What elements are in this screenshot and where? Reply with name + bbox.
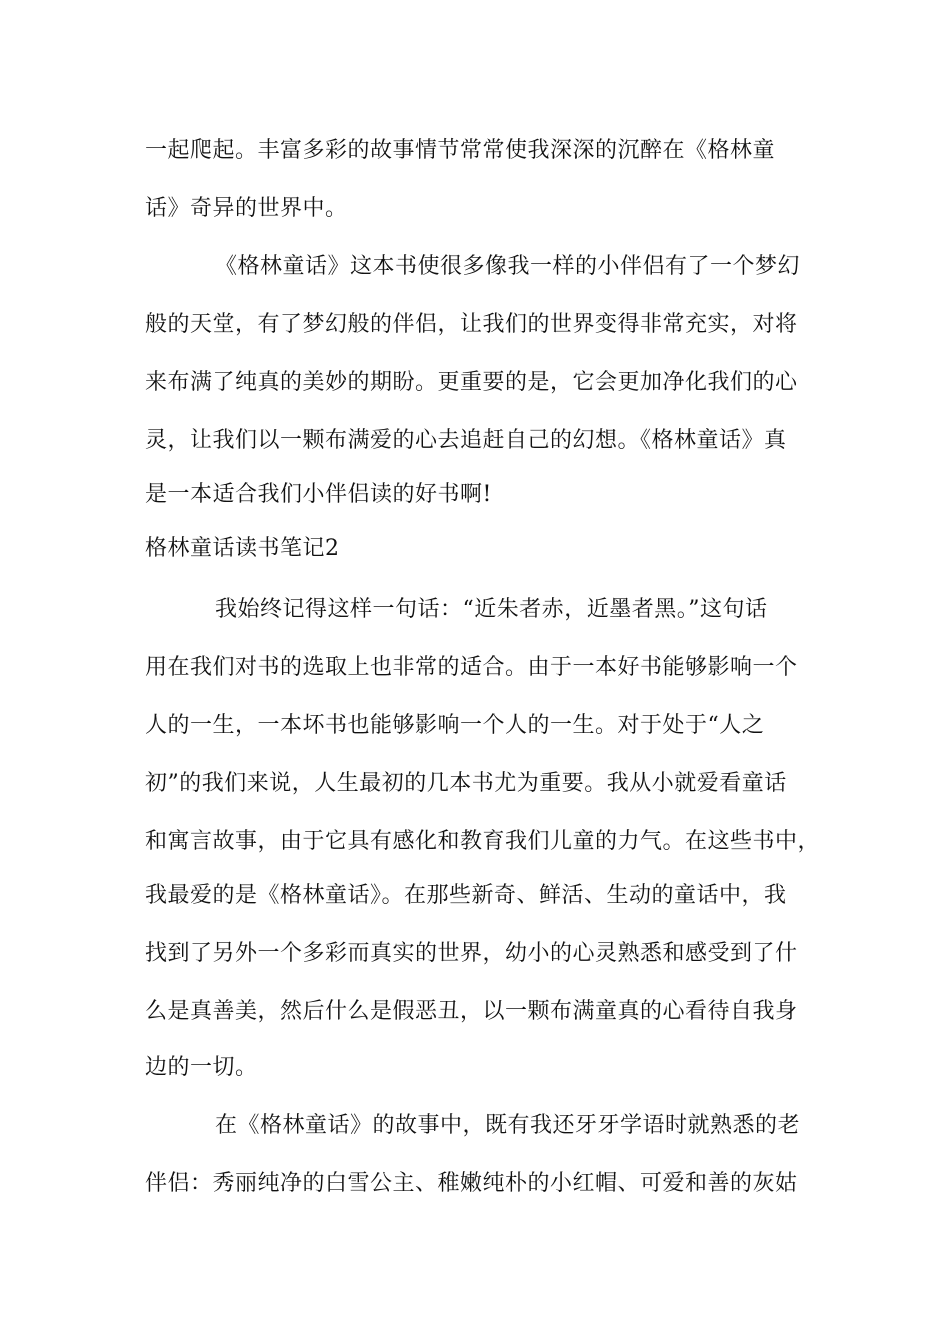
text-line: 灵，让我们以一颗布满爱的心去追赶自己的幻想。《格林童话》真 [145, 428, 787, 453]
text-line: 人的一生，一本坏书也能够影响一个人的一生。对于处于“人之 [145, 713, 765, 738]
text-line: 伴侣：秀丽纯净的白雪公主、稚嫩纯朴的小红帽、可爱和善的灰姑 [145, 1171, 798, 1196]
text-line: 么是真善美，然后什么是假恶丑，以一颗布满童真的心看待自我身 [145, 999, 798, 1024]
text-line: 般的天堂，有了梦幻般的伴侣，让我们的世界变得非常充实，对将 [145, 312, 798, 337]
text-line: 找到了另外一个多彩而真实的世界，幼小的心灵熟悉和感受到了什 [145, 941, 798, 966]
text-line: 来布满了纯真的美妙的期盼。更重要的是，它会更加净化我们的心 [145, 370, 798, 395]
text-line: 初”的我们来说，人生最初的几本书尤为重要。我从小就爱看童话 [145, 771, 787, 796]
paragraph-start-line: 《格林童话》这本书使很多像我一样的小伴侣有了一个梦幻 [215, 254, 801, 279]
text-line: 用在我们对书的选取上也非常的适合。由于一本好书能够影响一个 [145, 655, 798, 680]
text-line: 话》奇异的世界中。 [145, 196, 348, 221]
text-line: 我最爱的是《格林童话》。在那些新奇、鲜活、生动的童话中，我 [145, 883, 787, 908]
paragraph-start-line: 在《格林童话》的故事中，既有我还牙牙学语时就熟悉的老 [215, 1113, 801, 1138]
text-line: 是一本适合我们小伴侣读的好书啊! [145, 482, 492, 507]
text-line: 一起爬起。丰富多彩的故事情节常常使我深深的沉醉在《格林童 [145, 138, 776, 163]
section-heading: 格林童话读书笔记2 [145, 536, 340, 561]
text-line: 边的一切。 [145, 1055, 258, 1080]
text-line: 和寓言故事，由于它具有感化和教育我们儿童的力气。在这些书中， [145, 829, 821, 854]
paragraph-start-line: 我始终记得这样一句话：“近朱者赤，近墨者黑。”这句话 [215, 597, 768, 622]
